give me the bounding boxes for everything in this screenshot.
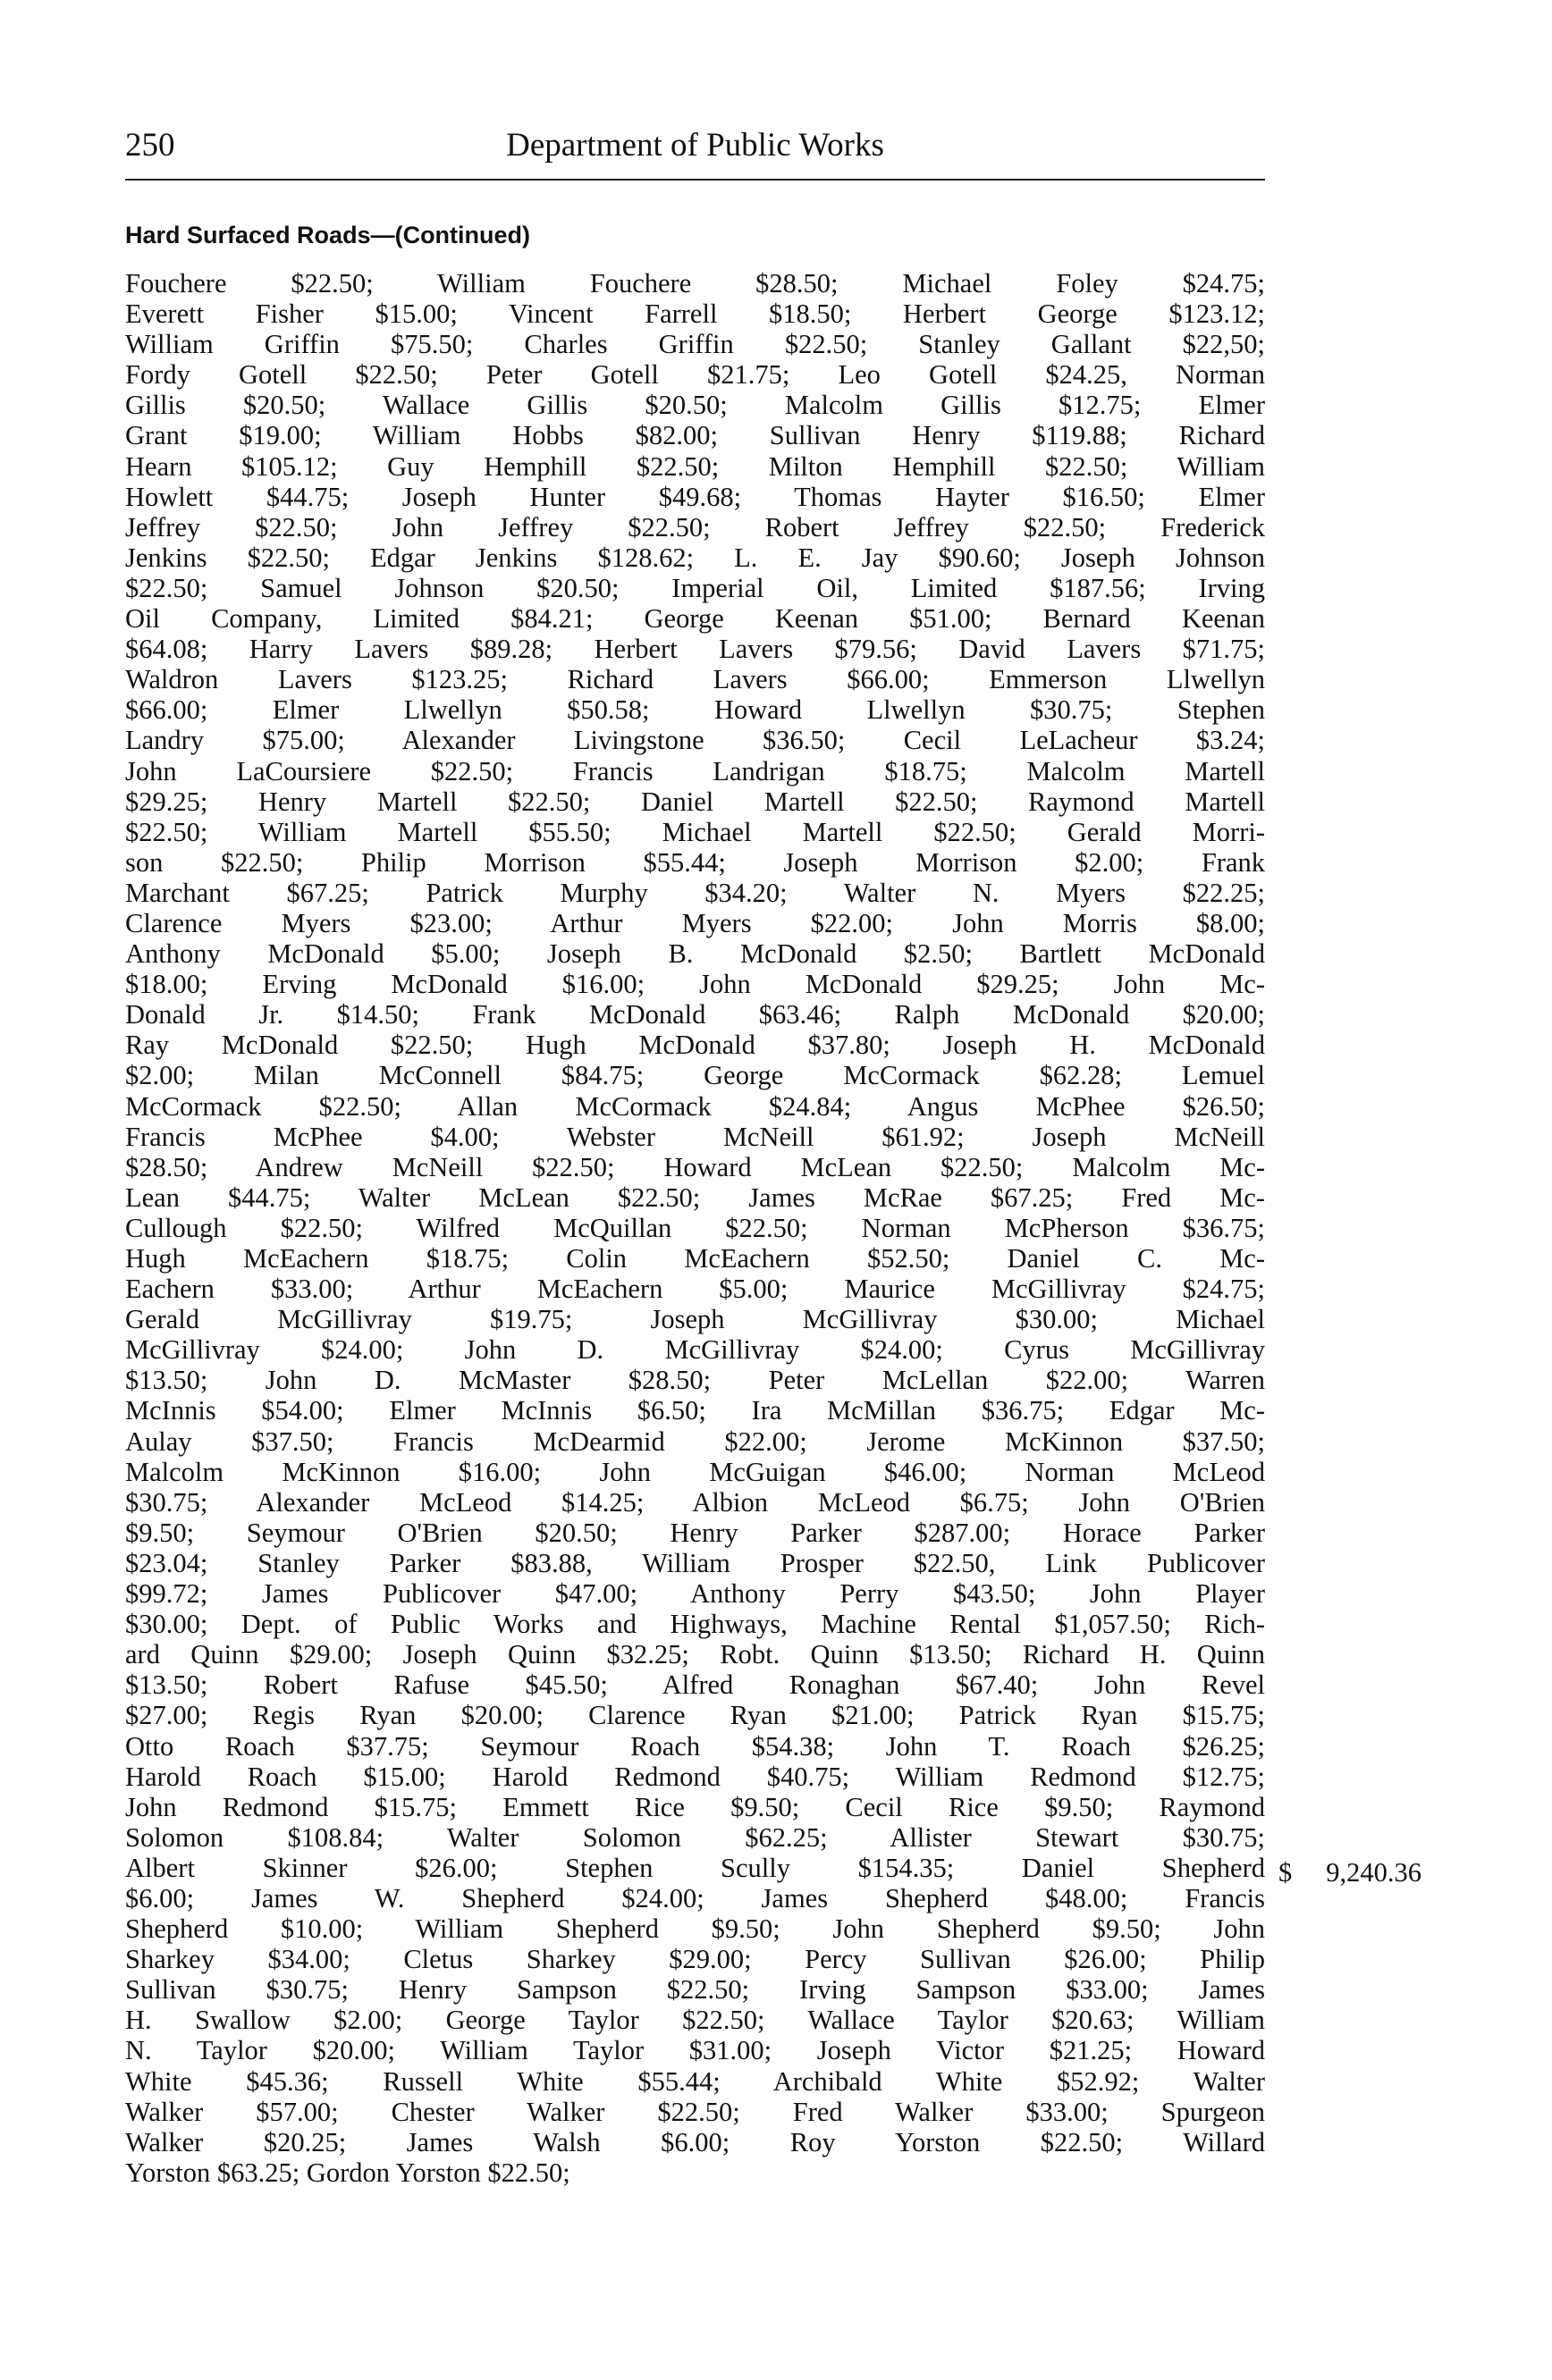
total-currency-symbol: $ [1278, 1857, 1293, 1888]
page-number: 250 [125, 127, 175, 164]
text-line: ard Quinn $29.00; Joseph Quinn $32.25; Robt. Quinn $13.50; Richard H. Quinn [125, 1639, 1265, 1670]
text-line: Walker $20.25; James Walsh $6.00; Roy Yorston $22.50; Willard [125, 2126, 1265, 2157]
text-line: McInnis $54.00; Elmer McInnis $6.50; Ira McMillan $36.75; Edgar Mc- [125, 1395, 1265, 1426]
text-line: Cullough $22.50; Wilfred McQuillan $22.50; Norman McPherson $36.75; [125, 1212, 1265, 1243]
text-line: Yorston $63.25; Gordon Yorston $22.50; [125, 2157, 570, 2188]
text-line: Howlett $44.75; Joseph Hunter $49.68; Thomas Hayter $16.50; Elmer [125, 481, 1265, 512]
text-line: Malcolm McKinnon $16.00; John McGuigan $46.00; Norman McLeod [125, 1456, 1265, 1487]
text-line: Grant $19.00; William Hobbs $82.00; Sullivan Henry $119.88; Richard [125, 420, 1265, 451]
header-divider [125, 179, 1265, 181]
text-line: Fouchere $22.50; William Fouchere $28.50; Michael Foley $24.75; [125, 268, 1265, 299]
text-line: $9.50; Seymour O'Brien $20.50; Henry Parker $287.00; Horace Parker [125, 1517, 1265, 1548]
text-line: $29.25; Henry Martell $22.50; Daniel Martell $22.50; Raymond Martell [125, 786, 1265, 817]
text-line: $13.50; John D. McMaster $28.50; Peter McLellan $22.00; Warren [125, 1365, 1265, 1396]
text-line: Jeffrey $22.50; John Jeffrey $22.50; Robert Jeffrey $22.50; Frederick [125, 511, 1265, 542]
text-line: Everett Fisher $15.00; Vincent Farrell $18.50; Herbert George $123.12; [125, 299, 1265, 330]
text-line: McGillivray $24.00; John D. McGillivray $24.00; Cyrus McGillivray [125, 1334, 1265, 1366]
text-line: Harold Roach $15.00; Harold Redmond $40.75; William Redmond $12.75; [125, 1761, 1265, 1792]
text-line: $28.50; Andrew McNeill $22.50; Howard McLean $22.50; Malcolm Mc- [125, 1151, 1265, 1182]
total-amount: 9,240.36 [1326, 1857, 1421, 1888]
text-line: Clarence Myers $23.00; Arthur Myers $22.00; John Morris $8.00; [125, 907, 1265, 938]
text-line: $64.08; Harry Lavers $89.28; Herbert Lavers $79.56; David Lavers $71.75; [125, 634, 1265, 665]
text-line: Gerald McGillivray $19.75; Joseph McGillivray $30.00; Michael [125, 1304, 1265, 1335]
text-line: Shepherd $10.00; William Shepherd $9.50; John Shepherd $9.50; John [125, 1913, 1265, 1945]
text-line: John LaCoursiere $22.50; Francis Landrigan $18.75; Malcolm Martell [125, 755, 1265, 786]
text-line: Francis McPhee $4.00; Webster McNeill $61.92; Joseph McNeill [125, 1121, 1265, 1152]
text-line: $27.00; Regis Ryan $20.00; Clarence Ryan $21.00; Patrick Ryan $15.75; [125, 1700, 1265, 1731]
text-line: Landry $75.00; Alexander Livingstone $36.50; Cecil LeLacheur $3.24; [125, 725, 1265, 756]
text-line: Eachern $33.00; Arthur McEachern $5.00; Maurice McGillivray $24.75; [125, 1274, 1265, 1305]
text-line: Jenkins $22.50; Edgar Jenkins $128.62; L. E. Jay $90.60; Joseph Johnson [125, 542, 1265, 573]
text-line: $30.00; Dept. of Public Works and Highways, Machine Rental $1,057.50; Rich- [125, 1609, 1265, 1640]
text-line: Lean $44.75; Walter McLean $22.50; James McRae $67.25; Fred Mc- [125, 1182, 1265, 1213]
text-line: Fordy Gotell $22.50; Peter Gotell $21.75; Leo Gotell $24.25, Norman [125, 359, 1265, 391]
page-title: Department of Public Works [506, 127, 884, 164]
text-line: John Redmond $15.75; Emmett Rice $9.50; Cecil Rice $9.50; Raymond [125, 1791, 1265, 1822]
text-line: $2.00; Milan McConnell $84.75; George McCormack $62.28; Lemuel [125, 1060, 1265, 1091]
text-line: $66.00; Elmer Llwellyn $50.58; Howard Llwellyn $30.75; Stephen [125, 694, 1265, 726]
text-line: Donald Jr. $14.50; Frank McDonald $63.46; Ralph McDonald $20.00; [125, 999, 1265, 1030]
text-line: $99.72; James Publicover $47.00; Anthony Perry $43.50; John Player [125, 1578, 1265, 1610]
text-line: Otto Roach $37.75; Seymour Roach $54.38; John T. Roach $26.25; [125, 1730, 1265, 1762]
text-line: William Griffin $75.50; Charles Griffin $22.50; Stanley Gallant $22,50; [125, 329, 1265, 360]
text-line: Gillis $20.50; Wallace Gillis $20.50; Malcolm Gillis $12.75; Elmer [125, 390, 1265, 421]
text-line: McCormack $22.50; Allan McCormack $24.84; Angus McPhee $26.50; [125, 1090, 1265, 1122]
text-line: $18.00; Erving McDonald $16.00; John McDonald $29.25; John Mc- [125, 969, 1265, 1000]
text-line: Aulay $37.50; Francis McDearmid $22.00; Jerome McKinnon $37.50; [125, 1425, 1265, 1457]
text-line: Solomon $108.84; Walter Solomon $62.25; Allister Stewart $30.75; [125, 1821, 1265, 1853]
text-line: Ray McDonald $22.50; Hugh McDonald $37.80; Joseph H. McDonald [125, 1030, 1265, 1061]
section-total [1278, 1857, 1421, 1888]
section-heading: Hard Surfaced Roads—(Continued) [125, 222, 531, 248]
text-line: $6.00; James W. Shepherd $24.00; James Shepherd $48.00; Francis [125, 1882, 1265, 1913]
text-line: H. Swallow $2.00; George Taylor $22.50; Wallace Taylor $20.63; William [125, 2005, 1265, 2036]
text-line: N. Taylor $20.00; William Taylor $31.00; Joseph Victor $21.25; Howard [125, 2035, 1265, 2066]
text-line: Sharkey $34.00; Cletus Sharkey $29.00; Percy Sullivan $26.00; Philip [125, 1944, 1265, 1975]
text-line: Sullivan $30.75; Henry Sampson $22.50; Irving Sampson $33.00; James [125, 1974, 1265, 2006]
text-line: White $45.36; Russell White $55.44; Archibald White $52.92; Walter [125, 2065, 1265, 2097]
text-line: Walker $57.00; Chester Walker $22.50; Fred Walker $33.00; Spurgeon [125, 2096, 1265, 2127]
text-line: Albert Skinner $26.00; Stephen Scully $154.35; Daniel Shepherd [125, 1852, 1265, 1883]
text-line: Hugh McEachern $18.75; Colin McEachern $52.50; Daniel C. Mc- [125, 1243, 1265, 1274]
text-line: $23.04; Stanley Parker $83.88, William Prosper $22.50, Link Publicover [125, 1547, 1265, 1578]
text-line: Anthony McDonald $5.00; Joseph B. McDonald $2.50; Bartlett McDonald [125, 938, 1265, 970]
page-header [125, 123, 1265, 168]
text-line: $22.50; William Martell $55.50; Michael Martell $22.50; Gerald Morri- [125, 816, 1265, 847]
text-line: Oil Company, Limited $84.21; George Keenan $51.00; Bernard Keenan [125, 603, 1265, 635]
payee-list [125, 268, 1265, 2188]
text-line: Waldron Lavers $123.25; Richard Lavers $66.00; Emmerson Llwellyn [125, 664, 1265, 695]
text-line: $22.50; Samuel Johnson $20.50; Imperial Oil, Limited $187.56; Irving [125, 572, 1265, 603]
text-line: $13.50; Robert Rafuse $45.50; Alfred Ronaghan $67.40; John Revel [125, 1669, 1265, 1701]
text-line: $30.75; Alexander McLeod $14.25; Albion McLeod $6.75; John O'Brien [125, 1486, 1265, 1518]
text-line: Marchant $67.25; Patrick Murphy $34.20; Walter N. Myers $22.25; [125, 877, 1265, 908]
text-line: son $22.50; Philip Morrison $55.44; Joseph Morrison $2.00; Frank [125, 846, 1265, 878]
text-line: Hearn $105.12; Guy Hemphill $22.50; Milton Hemphill $22.50; William [125, 450, 1265, 482]
